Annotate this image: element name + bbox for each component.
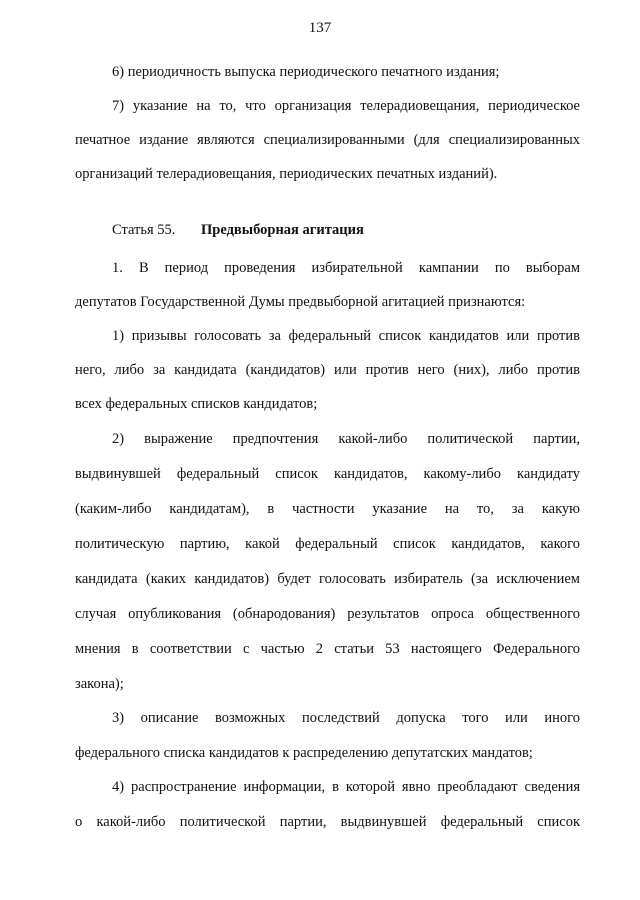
text-line: 1. В период проведения избирательной кампании по выборам: [112, 260, 580, 276]
text-line: случая опубликования (обнародования) результатов опроса общественного: [75, 606, 580, 622]
text-line: организаций телерадиовещания, периодических печатных изданий).: [75, 166, 498, 182]
text-line: депутатов Государственной Думы предвыборной агитацией признаются:: [75, 294, 526, 310]
text-line: печатное издание являются специализированными (для специализированных: [75, 132, 580, 148]
text-line: 4) распространение информации, в которой явно преобладают сведения: [112, 779, 580, 795]
text-line: всех федеральных списков кандидатов;: [75, 396, 318, 412]
text-line: 2) выражение предпочтения какой-либо политической партии,: [112, 431, 580, 447]
text-line: (каким-либо кандидатам), в частности указание на то, за какую: [75, 501, 580, 517]
page-number: 137: [308, 20, 332, 36]
text-line: него, либо за кандидата (кандидатов) или против него (них), либо против: [75, 362, 580, 378]
text-line: о какой-либо политической партии, выдвинувшей федеральный список: [75, 814, 580, 830]
text-line: 1) призывы голосовать за федеральный список кандидатов или против: [112, 328, 580, 344]
text-line: 6) периодичность выпуска периодического печатного издания;: [112, 64, 500, 80]
text-line: 3) описание возможных последствий допуска того или иного: [112, 710, 580, 726]
text-line: закона);: [75, 676, 124, 692]
text-line: мнения в соответствии с частью 2 статьи 53 настоящего Федерального: [75, 641, 580, 657]
article-title: Предвыборная агитация: [201, 222, 364, 238]
article-number: Статья 55.: [112, 222, 176, 238]
text-line: кандидата (каких кандидатов) будет голосовать избиратель (за исключением: [75, 571, 580, 587]
text-line: выдвинувшей федеральный список кандидатов, какому-либо кандидату: [75, 466, 580, 482]
text-line: федерального списка кандидатов к распределению депутатских мандатов;: [75, 745, 533, 761]
text-line: 7) указание на то, что организация телерадиовещания, периодическое: [112, 98, 580, 114]
text-line: политическую партию, какой федеральный список кандидатов, какого: [75, 536, 580, 552]
